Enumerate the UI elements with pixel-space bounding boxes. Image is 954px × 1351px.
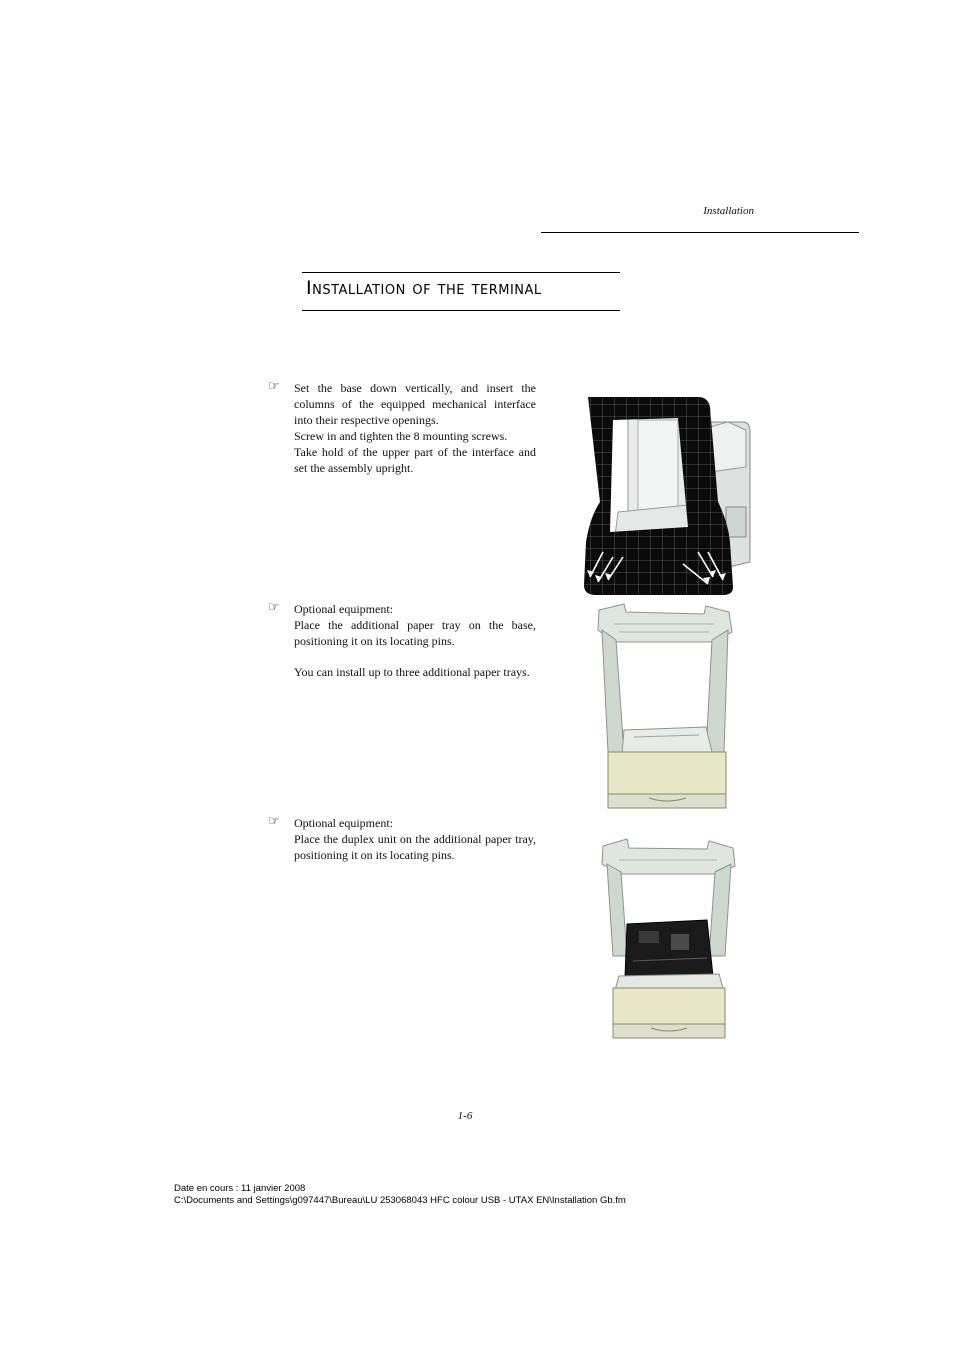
step-3-text-1: Optional equipment: [294, 816, 393, 830]
step-2-text-3: You can install up to three additional paper trays. [294, 665, 530, 679]
footer-path: C:\Documents and Settings\g097447\Bureau\LU 253068043 HFC colour USB - UTAX EN\Installation Gb.fm [174, 1195, 626, 1206]
footer-date: Date en cours : 11 janvier 2008 [174, 1183, 306, 1194]
footer [174, 1183, 626, 1207]
mechanical-interface-illustration [578, 392, 753, 598]
pointing-hand-icon: ☞ [268, 600, 280, 615]
step-2 [268, 601, 536, 680]
step-2-text-1: Optional equipment: [294, 602, 393, 616]
step-2-text-2: Place the additional paper tray on the base, positioning it on its locating pins. [294, 618, 536, 648]
step-1 [268, 380, 536, 476]
header-rule [541, 232, 859, 233]
step-1-text-3: Take hold of the upper part of the interface and set the assembly upright. [294, 445, 536, 475]
page-number: 1-6 [457, 1110, 473, 1122]
step-1-text-2: Screw in and tighten the 8 mounting screws. [294, 429, 508, 443]
step-1-text-1: Set the base down vertically, and insert the columns of the equipped mechanical interface into their respective openings. [294, 381, 536, 427]
title-box [302, 272, 620, 311]
duplex-unit-illustration [599, 836, 739, 1042]
running-header: Installation [703, 205, 754, 217]
pointing-hand-icon: ☞ [268, 814, 280, 829]
paper-tray-illustration [594, 602, 736, 812]
step-3-text-2: Place the duplex unit on the additional paper tray, positioning it on its locating pins. [294, 832, 536, 862]
page-title: Installation of the terminal [306, 277, 542, 299]
step-3 [268, 815, 536, 863]
pointing-hand-icon: ☞ [268, 379, 280, 394]
